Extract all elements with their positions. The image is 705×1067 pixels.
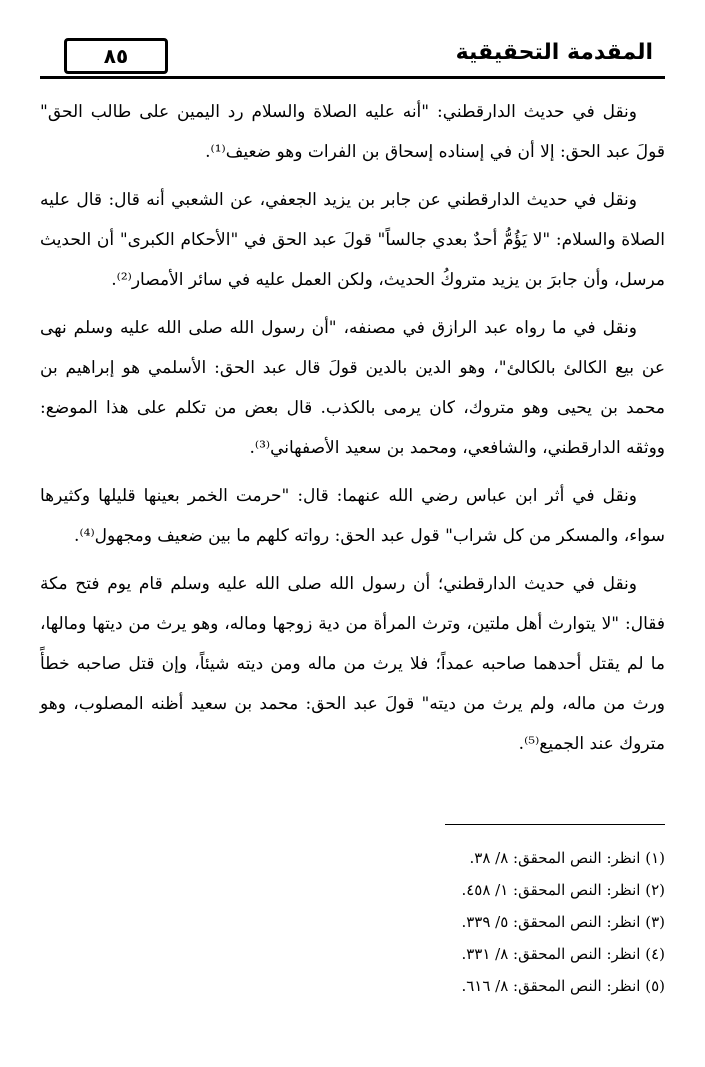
page-number-box [64, 38, 168, 74]
paragraph: ونقل في أثر ابن عباس رضي الله عنهما: قال: "حرمت الخمر بعينها قليلها وكثيرها سواء، والمسكر من كل شراب" قول عبد الحق: رواته كلهم ما بين ضعيف ومجهول⁽⁴⁾. [40, 486, 665, 546]
footnote: (١) انظر: النص المحقق: ٨/ ٣٨. [469, 849, 665, 867]
body-text [40, 92, 665, 772]
footnote: (٥) انظر: النص المحقق: ٨/ ٦١٦. [461, 977, 665, 995]
paragraph: ونقل في حديث الدارقطني؛ أن رسول الله صلى الله عليه وسلم قام يوم فتح مكة فقال: "لا يتوارث أهل ملتين، وترث المرأة من دية زوجها وماله، وهو يرث من ديتها ومالها، ما لم يقتل أحدهما صاحبه عمداً؛ فلا يرث من ماله ومن ديته شيئاً، وإن قتل صاحبه خطأً ورث من ماله، ولم يرث من ديته" قولَ عبد الحق: محمد بن سعيد أظنه المصلوب، وهو متروك عند الجميع⁽⁵⁾. [40, 574, 665, 754]
page-header [40, 38, 665, 78]
footnotes [40, 842, 665, 1002]
running-title: المقدمة التحقيقية [455, 40, 653, 65]
header-rule [40, 76, 665, 79]
paragraph: ونقل في حديث الدارقطني: "أنه عليه الصلاة والسلام رد اليمين على طالب الحق" قولَ عبد الحق: إلا أن في إسناده إسحاق بن الفرات وهو ضعيف⁽¹⁾. [40, 102, 665, 162]
paragraph: ونقل في ما رواه عبد الرازق في مصنفه، "أن رسول الله صلى الله عليه وسلم نهى عن بيع الكالئ بالكالئ"، وهو الدين بالدين قولَ قال عبد الحق: الأسلمي هو إبراهيم بن محمد بن يحيى وهو متروك، كان يرمى بالكذب. قال بعض من تكلم على هذا الموضع: ووثقه الدارقطني، والشافعي، ومحمد بن سعيد الأصفهاني⁽³⁾. [40, 318, 665, 458]
footnote: (٤) انظر: النص المحقق: ٨/ ٣٣١. [461, 945, 665, 963]
paragraph: ونقل في حديث الدارقطني عن جابر بن يزيد الجعفي، عن الشعبي أنه قال: قال عليه الصلاة والسلام: "لا يَؤُمُّ أحدٌ بعدي جالساً" قولَ عبد الحق في "الأحكام الكبرى" أن الحديث مرسل، وأن جابرَ بن يزيد متروكُ الحديث، ولكن العمل عليه في سائر الأمصار⁽²⁾. [40, 190, 665, 290]
page-number: ٨٥ [103, 44, 129, 68]
footnote: (٣) انظر: النص المحقق: ٥/ ٣٣٩. [461, 913, 665, 931]
footnote-separator [445, 824, 665, 825]
footnote: (٢) انظر: النص المحقق: ١/ ٤٥٨. [461, 881, 665, 899]
